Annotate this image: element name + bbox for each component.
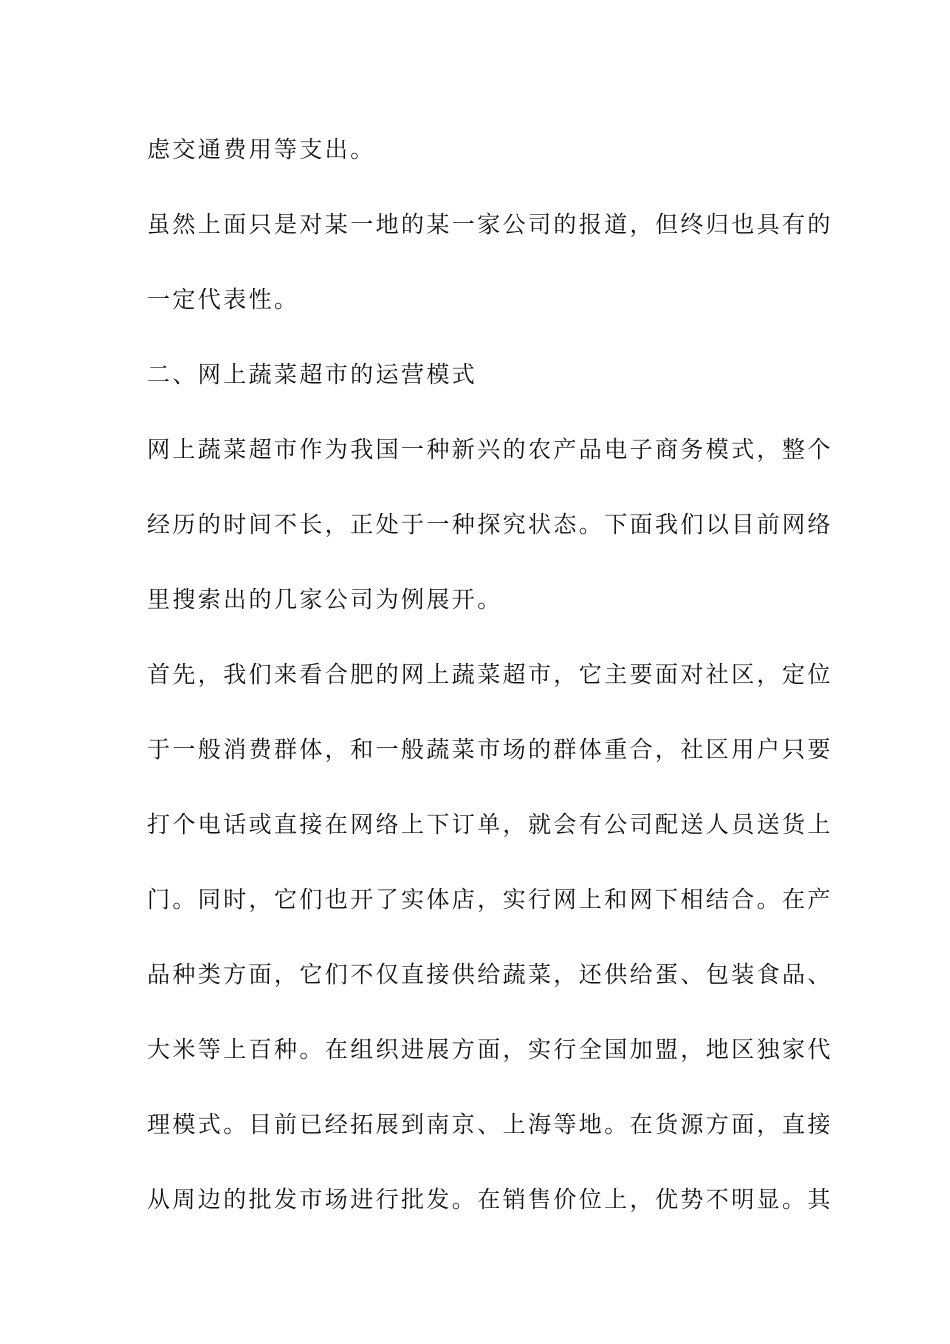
text-line-15: 从周边的批发市场进行批发。在销售价位上，优势不明显。其: [147, 1187, 833, 1213]
text-line-10: 打个电话或直接在网络上下订单，就会有公司配送人员送货上: [147, 812, 833, 838]
text-line-14: 理模式。目前已经拓展到南京、上海等地。在货源方面，直接: [147, 1112, 833, 1138]
text-line-11: 门。同时，它们也开了实体店，实行网上和网下相结合。在产: [147, 887, 833, 913]
text-line-9: 于一般消费群体，和一般蔬菜市场的群体重合，社区用户只要: [147, 737, 833, 763]
text-line-2: 虽然上面只是对某一地的某一家公司的报道，但终归也具有的: [147, 212, 833, 238]
text-line-1: 虑交通费用等支出。: [147, 137, 376, 163]
text-line-13: 大米等上百种。在组织进展方面，实行全国加盟，地区独家代: [147, 1037, 833, 1063]
text-line-3: 一定代表性。: [147, 287, 300, 313]
text-line-8: 首先，我们来看合肥的网上蔬菜超市，它主要面对社区，定位: [147, 662, 833, 688]
text-line-6: 经历的时间不长，正处于一种探究状态。下面我们以目前网络: [147, 512, 833, 538]
text-line-7: 里搜索出的几家公司为例展开。: [147, 587, 503, 613]
text-line-12: 品种类方面，它们不仅直接供给蔬菜，还供给蛋、包装食品、: [147, 962, 833, 988]
section-heading: 二、网上蔬菜超市的运营模式: [147, 362, 478, 388]
text-line-5: 网上蔬菜超市作为我国一种新兴的农产品电子商务模式，整个: [147, 437, 833, 463]
